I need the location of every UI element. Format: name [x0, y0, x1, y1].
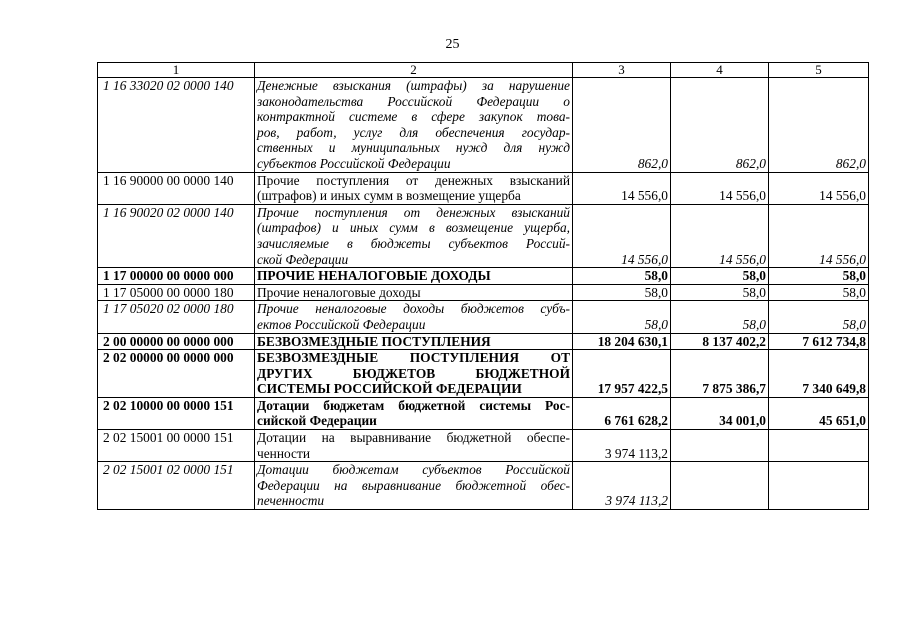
revenue-name-line: Прочие неналоговые доходы	[257, 284, 421, 300]
amount-cell-col5: 7 612 734,8	[769, 333, 869, 350]
amount-cell-col3: 58,0	[573, 301, 671, 333]
revenue-name-line: Дотации на выравнивание бюджетной обеспе-	[257, 430, 570, 446]
budget-code-cell: 1 16 90000 00 0000 140	[98, 172, 255, 204]
revenue-name-line: печенности	[257, 493, 325, 509]
revenue-name-cell	[255, 284, 573, 301]
budget-code-cell: 1 16 90020 02 0000 140	[98, 204, 255, 267]
column-header-1: 1	[98, 63, 255, 78]
amount-cell-col3: 14 556,0	[573, 204, 671, 267]
revenue-name-line: ской Федерации	[257, 251, 349, 267]
amount-cell-col4: 58,0	[671, 301, 769, 333]
column-header-2: 2	[255, 63, 573, 78]
revenue-name-cell	[255, 301, 573, 333]
budget-code-cell: 2 02 10000 00 0000 151	[98, 397, 255, 429]
amount-cell-col4	[671, 430, 769, 462]
revenue-name-line: Прочие неналоговые доходы бюджетов субъ-	[257, 301, 570, 317]
budget-code-cell: 1 17 00000 00 0000 000	[98, 268, 255, 285]
budget-code-cell: 2 02 15001 02 0000 151	[98, 462, 255, 510]
revenue-name-line: ДРУГИХ БЮДЖЕТОВ БЮДЖЕТНОЙ	[257, 365, 570, 381]
column-header-5: 5	[769, 63, 869, 78]
table-row	[98, 284, 869, 301]
budget-code-cell: 1 17 05000 00 0000 180	[98, 284, 255, 301]
revenue-name-line: Прочие поступления от денежных взысканий	[257, 172, 570, 188]
revenue-name-line: Дотации бюджетам бюджетной системы Рос-	[257, 397, 570, 413]
amount-cell-col4: 58,0	[671, 268, 769, 285]
revenue-name-cell	[255, 430, 573, 462]
revenue-name-line: зачисляемые в бюджеты субъектов Россий-	[257, 235, 570, 251]
table-row	[98, 430, 869, 462]
amount-cell-col5: 7 340 649,8	[769, 350, 869, 398]
amount-cell-col5: 45 651,0	[769, 397, 869, 429]
amount-cell-col5: 862,0	[769, 78, 869, 173]
table-row	[98, 333, 869, 350]
table-row	[98, 397, 869, 429]
amount-cell-col5: 14 556,0	[769, 172, 869, 204]
revenue-name-line: Прочие поступления от денежных взысканий	[257, 204, 570, 220]
revenue-name-line: субъектов Российской Федерации	[257, 155, 451, 171]
column-header-3: 3	[573, 63, 671, 78]
amount-cell-col3: 58,0	[573, 284, 671, 301]
table-row	[98, 462, 869, 510]
amount-cell-col5: 58,0	[769, 284, 869, 301]
amount-cell-col3: 3 974 113,2	[573, 430, 671, 462]
budget-revenue-table	[97, 62, 869, 510]
revenue-name-line: ченности	[257, 445, 311, 461]
revenue-name-cell	[255, 333, 573, 350]
table-row	[98, 204, 869, 267]
revenue-name-line: (штрафов) и иных сумм в возмещение ущерба,	[257, 220, 570, 236]
amount-cell-col3: 3 974 113,2	[573, 462, 671, 510]
amount-cell-col3: 17 957 422,5	[573, 350, 671, 398]
amount-cell-col4: 34 001,0	[671, 397, 769, 429]
revenue-name-line: БЕЗВОЗМЕЗДНЫЕ ПОСТУПЛЕНИЯ	[257, 333, 491, 349]
amount-cell-col4	[671, 462, 769, 510]
revenue-name-line: БЕЗВОЗМЕЗДНЫЕ ПОСТУПЛЕНИЯ ОТ	[257, 350, 570, 366]
revenue-name-line: (штрафов) и иных сумм в возмещение ущерба	[257, 188, 521, 204]
amount-cell-col3: 14 556,0	[573, 172, 671, 204]
table-row	[98, 350, 869, 398]
revenue-name-line: ров, работ, услуг для обеспечения государ-	[257, 124, 570, 140]
revenue-name-line: законодательства Российской Федерации о	[257, 93, 570, 109]
amount-cell-col4: 8 137 402,2	[671, 333, 769, 350]
column-header-4: 4	[671, 63, 769, 78]
amount-cell-col4: 14 556,0	[671, 204, 769, 267]
revenue-name-cell	[255, 462, 573, 510]
revenue-name-line: сийской Федерации	[257, 413, 377, 429]
revenue-name-line: СИСТЕМЫ РОССИЙСКОЙ ФЕДЕРАЦИИ	[257, 381, 522, 397]
revenue-name-line: ектов Российской Федерации	[257, 316, 426, 332]
amount-cell-col3: 6 761 628,2	[573, 397, 671, 429]
budget-code-cell: 1 16 33020 02 0000 140	[98, 78, 255, 173]
amount-cell-col3: 862,0	[573, 78, 671, 173]
revenue-name-line: ПРОЧИЕ НЕНАЛОГОВЫЕ ДОХОДЫ	[257, 268, 491, 284]
revenue-name-line: ственных и муниципальных нужд для нужд	[257, 140, 570, 156]
revenue-name-cell	[255, 172, 573, 204]
amount-cell-col5	[769, 430, 869, 462]
budget-code-cell: 2 02 15001 00 0000 151	[98, 430, 255, 462]
amount-cell-col5	[769, 462, 869, 510]
revenue-name-line: Федерации на выравнивание бюджетной обес-	[257, 477, 570, 493]
budget-code-cell: 2 00 00000 00 0000 000	[98, 333, 255, 350]
revenue-name-line: контрактной системе в сфере закупок това-	[257, 109, 570, 125]
revenue-name-line: Денежные взыскания (штрафы) за нарушение	[257, 78, 570, 93]
amount-cell-col4: 7 875 386,7	[671, 350, 769, 398]
table-row	[98, 172, 869, 204]
amount-cell-col3: 18 204 630,1	[573, 333, 671, 350]
revenue-name-cell	[255, 350, 573, 398]
table-row	[98, 301, 869, 333]
revenue-name-cell	[255, 268, 573, 285]
page-number: 25	[445, 37, 460, 52]
budget-code-cell: 1 17 05020 02 0000 180	[98, 301, 255, 333]
amount-cell-col3: 58,0	[573, 268, 671, 285]
amount-cell-col5: 14 556,0	[769, 204, 869, 267]
amount-cell-col4: 862,0	[671, 78, 769, 173]
revenue-name-line: Дотации бюджетам субъектов Российской	[257, 462, 570, 478]
budget-code-cell: 2 02 00000 00 0000 000	[98, 350, 255, 398]
amount-cell-col4: 58,0	[671, 284, 769, 301]
column-number-header-row	[98, 63, 869, 78]
revenue-name-cell	[255, 78, 573, 173]
revenue-name-cell	[255, 204, 573, 267]
amount-cell-col5: 58,0	[769, 301, 869, 333]
amount-cell-col5: 58,0	[769, 268, 869, 285]
table-row	[98, 268, 869, 285]
revenue-name-cell	[255, 397, 573, 429]
amount-cell-col4: 14 556,0	[671, 172, 769, 204]
table-row	[98, 78, 869, 173]
